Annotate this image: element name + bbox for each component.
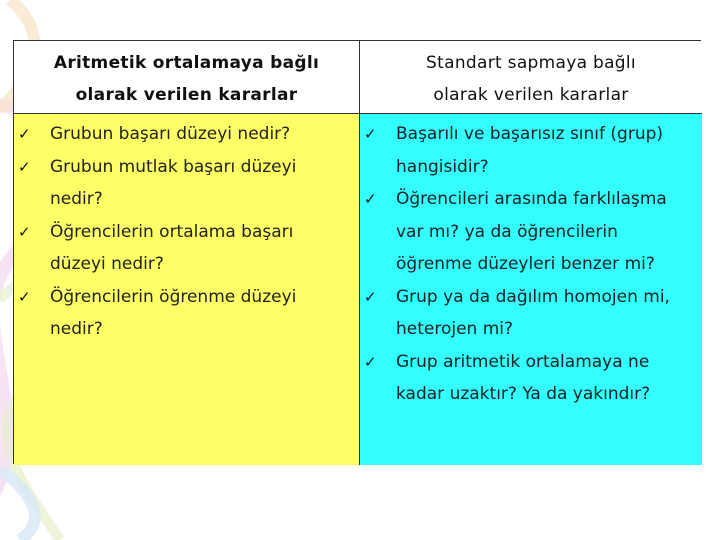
comparison-table bbox=[13, 40, 701, 464]
right-header bbox=[360, 41, 702, 111]
left-header-cell bbox=[14, 41, 360, 114]
list-item: ✓ Grubun başarı düzeyi nedir? bbox=[14, 118, 353, 151]
right-body-cell bbox=[360, 114, 702, 465]
checkmark-icon: ✓ bbox=[364, 287, 377, 306]
list-item: ✓ Başarılı ve başarısız sınıf (grup) hangisidir? bbox=[360, 118, 698, 183]
list-item: ✓ Öğrencilerin öğrenme düzeyi nedir? bbox=[14, 281, 353, 346]
right-header-cell bbox=[360, 41, 702, 114]
right-header-line-1: Standart sapmaya bağlı bbox=[426, 53, 636, 73]
left-header-line-2: olarak verilen kararlar bbox=[75, 85, 298, 105]
left-header bbox=[14, 41, 359, 111]
checkmark-icon: ✓ bbox=[364, 125, 377, 143]
checkmark-icon: ✓ bbox=[18, 157, 31, 176]
list-item: ✓ Grup aritmetik ortalamaya ne kadar uzaktır? Ya da yakındır? bbox=[360, 346, 698, 411]
checkmark-icon: ✓ bbox=[364, 352, 377, 371]
list-item: ✓ Öğrencilerin ortalama başarı düzeyi nedir? bbox=[14, 216, 353, 281]
right-header-line-2: olarak verilen kararlar bbox=[433, 85, 629, 105]
left-body-cell bbox=[14, 114, 360, 465]
checkmark-icon: ✓ bbox=[18, 287, 31, 306]
list-item: ✓ Grup ya da dağılım homojen mi, heterojen mi? bbox=[360, 281, 698, 346]
checkmark-icon: ✓ bbox=[364, 190, 377, 208]
list-item: ✓ Öğrencileri arasında farklılaşma var mı? ya da öğrencilerin öğrenme düzeyleri benzer mi? bbox=[360, 183, 698, 281]
checkmark-icon: ✓ bbox=[18, 222, 31, 241]
left-decision-list bbox=[14, 114, 359, 346]
left-header-line-1: Aritmetik ortalamaya bağlı bbox=[53, 53, 320, 73]
list-item: ✓ Grubun mutlak başarı düzeyi nedir? bbox=[14, 151, 353, 216]
right-decision-list bbox=[360, 114, 702, 411]
checkmark-icon: ✓ bbox=[18, 125, 31, 143]
